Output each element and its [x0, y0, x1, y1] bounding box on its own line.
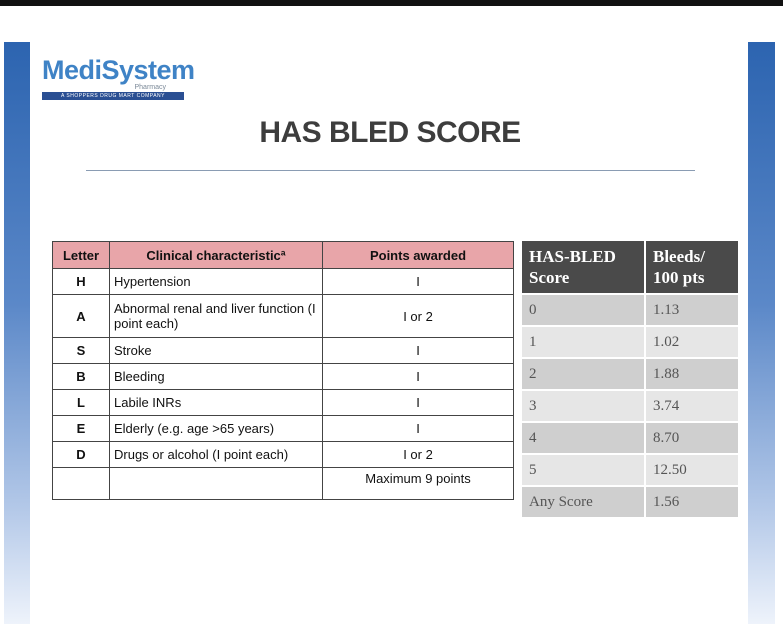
- table-row: [53, 295, 514, 338]
- page-title: HAS BLED SCORE: [259, 116, 521, 149]
- points-cell: I or 2: [323, 295, 514, 338]
- bleeds-cell: 1.13: [646, 293, 738, 325]
- right-accent-bar: [748, 42, 775, 624]
- table-row: [53, 338, 514, 364]
- table-row: [522, 485, 738, 517]
- table-row: [53, 416, 514, 442]
- points-cell: I: [323, 364, 514, 390]
- letter-cell: D: [53, 442, 110, 468]
- score-cell: 4: [522, 421, 646, 453]
- letter-cell: S: [53, 338, 110, 364]
- bleeds-cell: 3.74: [646, 389, 738, 421]
- points-cell: I: [323, 416, 514, 442]
- characteristic-cell: Bleeding: [110, 364, 323, 390]
- table-row: [522, 325, 738, 357]
- score-cell: 1: [522, 325, 646, 357]
- medisystem-logo: [42, 55, 195, 100]
- bleeds-cell: 1.56: [646, 485, 738, 517]
- score-cell: 2: [522, 357, 646, 389]
- table-row: [53, 269, 514, 295]
- letter-cell: A: [53, 295, 110, 338]
- letter-cell: H: [53, 269, 110, 295]
- characteristic-cell: Hypertension: [110, 269, 323, 295]
- logo-tagline: A SHOPPERS DRUG MART COMPANY: [42, 92, 184, 100]
- header-points: Points awarded: [323, 242, 514, 269]
- letter-cell: L: [53, 390, 110, 416]
- bleeds-cell: 1.88: [646, 357, 738, 389]
- table-row: [522, 389, 738, 421]
- bleeds-cell: 8.70: [646, 421, 738, 453]
- points-cell: I: [323, 269, 514, 295]
- table-row: [522, 421, 738, 453]
- bleeds-cell: 12.50: [646, 453, 738, 485]
- characteristic-cell: Abnormal renal and liver function (I point each): [110, 295, 323, 338]
- score-cell: 3: [522, 389, 646, 421]
- table-row: [522, 357, 738, 389]
- table-row: [53, 390, 514, 416]
- header-letter: Letter: [53, 242, 110, 269]
- points-cell: I or 2: [323, 442, 514, 468]
- characteristic-cell: Labile INRs: [110, 390, 323, 416]
- logo-subtitle: Pharmacy: [134, 84, 166, 91]
- logo-wordmark: MediSystem: [42, 55, 195, 85]
- characteristic-cell: Elderly (e.g. age >65 years): [110, 416, 323, 442]
- characteristic-cell: Drugs or alcohol (I point each): [110, 442, 323, 468]
- points-cell: I: [323, 390, 514, 416]
- table-row: [522, 453, 738, 485]
- header-has-bled-score: HAS-BLED Score: [522, 241, 646, 293]
- bleeds-cell: 1.02: [646, 325, 738, 357]
- bleed-header-row: [522, 241, 738, 293]
- maximum-points-note: Maximum 9 points: [323, 468, 514, 500]
- header-bleeds-per-100: Bleeds/ 100 pts: [646, 241, 738, 293]
- letter-cell: E: [53, 416, 110, 442]
- bleed-rate-table: [522, 241, 738, 517]
- header-characteristic: Clinical characteristicª: [110, 242, 323, 269]
- title-divider: [86, 170, 695, 171]
- left-accent-bar: [4, 42, 30, 624]
- letter-cell: B: [53, 364, 110, 390]
- criteria-header-row: [53, 242, 514, 269]
- empty-cell: [53, 468, 110, 500]
- table-row: [53, 364, 514, 390]
- characteristic-cell: Stroke: [110, 338, 323, 364]
- table-footer-row: [53, 468, 514, 500]
- score-cell: 0: [522, 293, 646, 325]
- score-cell: Any Score: [522, 485, 646, 517]
- table-row: [53, 442, 514, 468]
- table-row: [522, 293, 738, 325]
- points-cell: I: [323, 338, 514, 364]
- empty-cell: [110, 468, 323, 500]
- has-bled-criteria-table: [52, 241, 514, 500]
- score-cell: 5: [522, 453, 646, 485]
